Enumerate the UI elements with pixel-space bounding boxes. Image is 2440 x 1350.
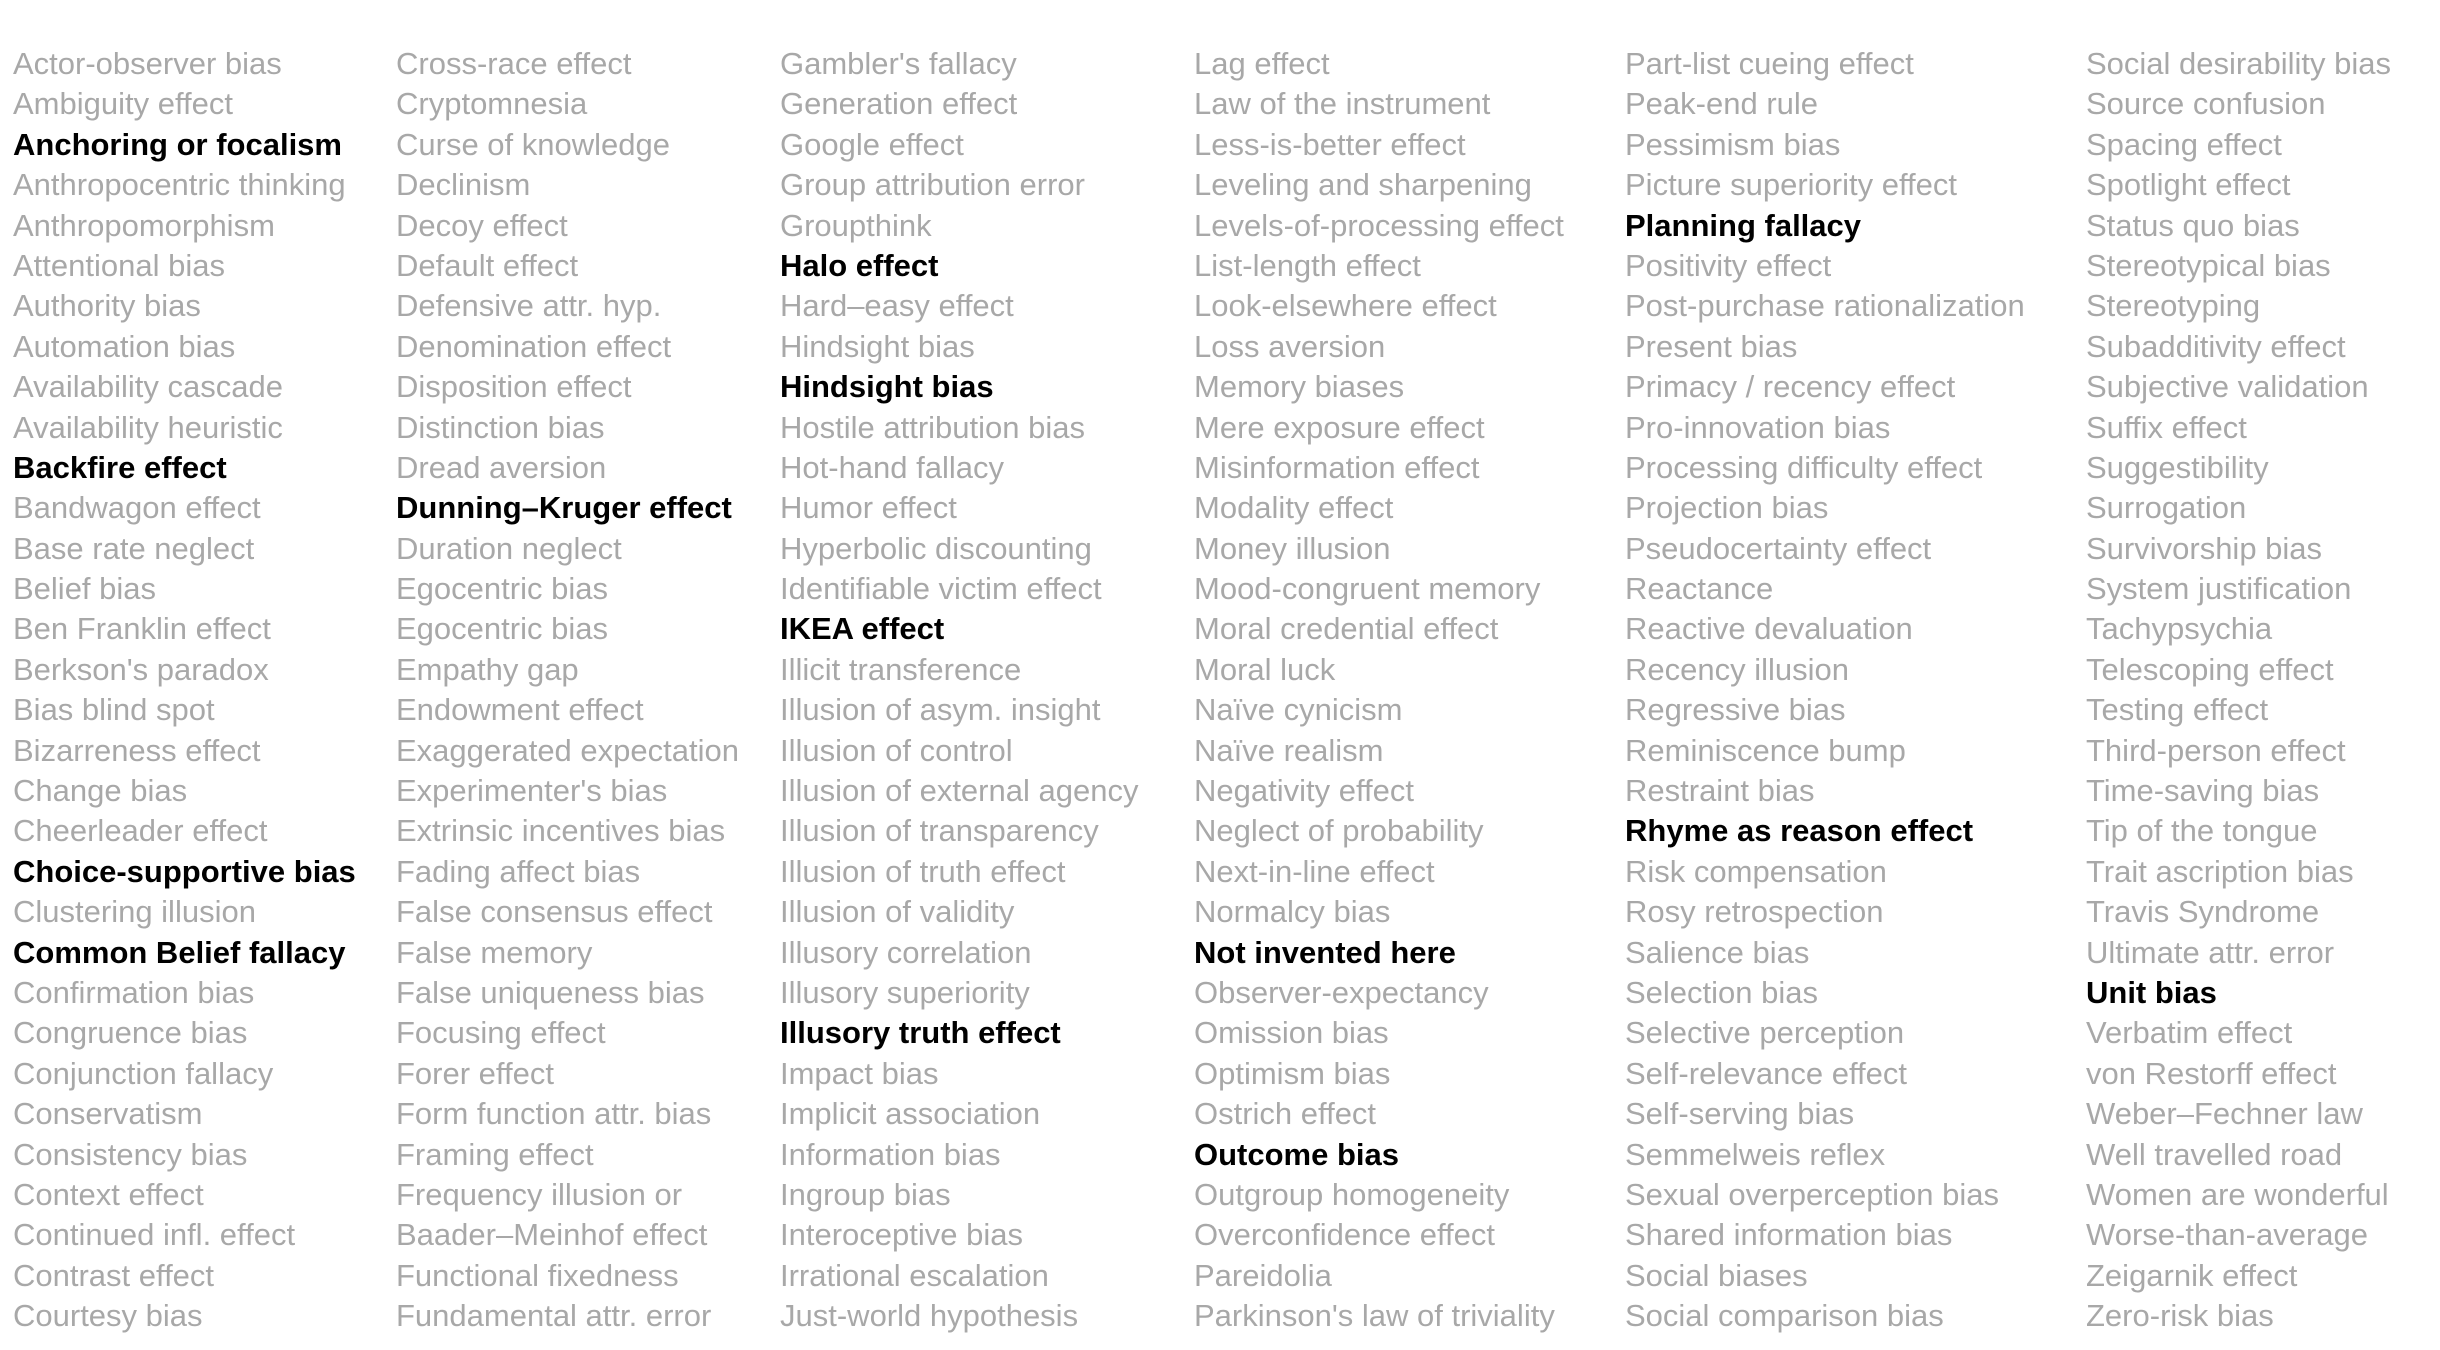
list-item: Ostrich effect bbox=[1194, 1096, 1377, 1132]
list-item: Congruence bias bbox=[13, 1015, 248, 1051]
highlighted-list-item: Illusory truth effect bbox=[780, 1015, 1061, 1051]
list-item: Sexual overperception bias bbox=[1625, 1176, 1999, 1212]
list-item: Continued infl. effect bbox=[13, 1217, 296, 1253]
list-item: Distinction bias bbox=[396, 409, 605, 445]
list-item: Dread aversion bbox=[396, 449, 607, 485]
list-item: Egocentric bias bbox=[396, 571, 608, 607]
highlighted-list-item: Outcome bias bbox=[1194, 1136, 1399, 1172]
bias-column-4 bbox=[1194, 44, 1564, 1337]
list-item: Zeigarnik effect bbox=[2086, 1257, 2298, 1293]
list-item: Duration neglect bbox=[396, 530, 622, 566]
list-item: Availability cascade bbox=[13, 369, 283, 405]
highlighted-list-item: Halo effect bbox=[780, 247, 939, 283]
list-item: Experimenter's bias bbox=[396, 773, 668, 809]
list-item: Google effect bbox=[780, 126, 964, 162]
list-item: Mood-congruent memory bbox=[1194, 571, 1541, 607]
list-item: Neglect of probability bbox=[1194, 813, 1484, 849]
list-item: Empathy gap bbox=[396, 651, 579, 687]
list-item: Interoceptive bias bbox=[780, 1217, 1023, 1253]
list-item: Recency illusion bbox=[1625, 651, 1849, 687]
list-item: Framing effect bbox=[396, 1136, 594, 1172]
list-item: Illusion of truth effect bbox=[780, 853, 1066, 889]
list-item: Defensive attr. hyp. bbox=[396, 288, 662, 324]
list-item: Declinism bbox=[396, 167, 531, 203]
list-item: Forer effect bbox=[396, 1055, 554, 1091]
list-item: Women are wonderful bbox=[2086, 1176, 2389, 1212]
list-item: Automation bias bbox=[13, 328, 236, 364]
list-item: Overconfidence effect bbox=[1194, 1217, 1495, 1253]
list-item: Tip of the tongue bbox=[2086, 813, 2318, 849]
list-item: Stereotyping bbox=[2086, 288, 2261, 324]
list-item: Ambiguity effect bbox=[13, 86, 233, 122]
list-item: Projection bias bbox=[1625, 490, 1829, 526]
list-item: Anthropomorphism bbox=[13, 207, 275, 243]
list-item: Shared information bias bbox=[1625, 1217, 1953, 1253]
list-item: Attentional bias bbox=[13, 247, 225, 283]
list-item: Authority bias bbox=[13, 288, 201, 324]
list-item: Weber–Fechner law bbox=[2086, 1096, 2363, 1132]
list-item: Change bias bbox=[13, 773, 188, 809]
list-item: Normalcy bias bbox=[1194, 894, 1391, 930]
list-item: Humor effect bbox=[780, 490, 957, 526]
list-item: Illusion of external agency bbox=[780, 773, 1139, 809]
list-item: Outgroup homogeneity bbox=[1194, 1176, 1510, 1212]
list-item: Selection bias bbox=[1625, 974, 1819, 1010]
list-item: Extrinsic incentives bias bbox=[396, 813, 726, 849]
list-item: Memory biases bbox=[1194, 369, 1405, 405]
list-item: Context effect bbox=[13, 1176, 204, 1212]
list-item: Primacy / recency effect bbox=[1625, 369, 1956, 405]
list-item: Contrast effect bbox=[13, 1257, 215, 1293]
list-item: Stereotypical bias bbox=[2086, 247, 2331, 283]
list-item: Functional fixedness bbox=[396, 1257, 679, 1293]
list-item: Self-relevance effect bbox=[1625, 1055, 1908, 1091]
list-item: Misinformation effect bbox=[1194, 449, 1480, 485]
list-item: Hindsight bias bbox=[780, 328, 975, 364]
highlighted-list-item: Choice-supportive bias bbox=[13, 853, 356, 889]
list-item: Semmelweis reflex bbox=[1625, 1136, 1886, 1172]
list-item: Decoy effect bbox=[396, 207, 568, 243]
list-item: Social comparison bias bbox=[1625, 1298, 1944, 1334]
list-item: Actor-observer bias bbox=[13, 46, 282, 81]
list-item: Identifiable victim effect bbox=[780, 571, 1102, 607]
list-item: Information bias bbox=[780, 1136, 1001, 1172]
list-item: Ben Franklin effect bbox=[13, 611, 271, 647]
list-item: Testing effect bbox=[2086, 692, 2269, 728]
list-item: Focusing effect bbox=[396, 1015, 606, 1051]
list-item: Rosy retrospection bbox=[1625, 894, 1884, 930]
list-item: Curse of knowledge bbox=[396, 126, 670, 162]
highlighted-list-item: Planning fallacy bbox=[1625, 207, 1862, 243]
list-item: Cheerleader effect bbox=[13, 813, 268, 849]
list-item: Selective perception bbox=[1625, 1015, 1905, 1051]
list-item: Mere exposure effect bbox=[1194, 409, 1485, 445]
highlighted-list-item: Rhyme as reason effect bbox=[1625, 813, 1974, 849]
list-item: Endowment effect bbox=[396, 692, 644, 728]
list-item: Spacing effect bbox=[2086, 126, 2282, 162]
list-item: Subjective validation bbox=[2086, 369, 2369, 405]
list-item: Money illusion bbox=[1194, 530, 1391, 566]
list-item: Leveling and sharpening bbox=[1194, 167, 1532, 203]
list-item: Part-list cueing effect bbox=[1625, 46, 1914, 81]
list-item: Risk compensation bbox=[1625, 853, 1887, 889]
list-item: Observer-expectancy bbox=[1194, 974, 1489, 1010]
bias-column-6 bbox=[2086, 44, 2391, 1337]
list-item: False consensus effect bbox=[396, 894, 713, 930]
list-item: Restraint bias bbox=[1625, 773, 1815, 809]
list-item: Surrogation bbox=[2086, 490, 2247, 526]
list-item: List-length effect bbox=[1194, 247, 1421, 283]
list-item: Look-elsewhere effect bbox=[1194, 288, 1497, 324]
list-item: Gambler's fallacy bbox=[780, 46, 1017, 81]
list-item: Pessimism bias bbox=[1625, 126, 1841, 162]
list-item: Naïve realism bbox=[1194, 732, 1384, 768]
list-item: Survivorship bias bbox=[2086, 530, 2323, 566]
list-item: Well travelled road bbox=[2086, 1136, 2343, 1172]
list-item: Impact bias bbox=[780, 1055, 939, 1091]
list-item: Naïve cynicism bbox=[1194, 692, 1403, 728]
list-item: Exaggerated expectation bbox=[396, 732, 739, 768]
list-item: Berkson's paradox bbox=[13, 651, 269, 687]
list-item: Groupthink bbox=[780, 207, 932, 243]
list-item: Default effect bbox=[396, 247, 579, 283]
list-item: Egocentric bias bbox=[396, 611, 608, 647]
highlighted-list-item: Anchoring or focalism bbox=[13, 126, 342, 162]
list-item: Hot-hand fallacy bbox=[780, 449, 1005, 485]
list-item: Telescoping effect bbox=[2086, 651, 2334, 687]
list-item: Bias blind spot bbox=[13, 692, 215, 728]
list-item: Law of the instrument bbox=[1194, 86, 1491, 122]
highlighted-list-item: Hindsight bias bbox=[780, 369, 994, 405]
list-item: Processing difficulty effect bbox=[1625, 449, 1983, 485]
list-item: Conjunction fallacy bbox=[13, 1055, 274, 1091]
list-item: Parkinson's law of triviality bbox=[1194, 1298, 1555, 1334]
list-item: Denomination effect bbox=[396, 328, 672, 364]
list-item: System justification bbox=[2086, 571, 2352, 607]
list-item: Third-person effect bbox=[2086, 732, 2346, 768]
list-item: Social desirability bias bbox=[2086, 46, 2391, 81]
list-item: Baader–Meinhof effect bbox=[396, 1217, 708, 1253]
list-item: Reminiscence bump bbox=[1625, 732, 1906, 768]
list-item: Ultimate attr. error bbox=[2086, 934, 2335, 970]
highlighted-list-item: Backfire effect bbox=[13, 449, 227, 485]
list-item: Tachypsychia bbox=[2086, 611, 2273, 647]
bias-column-5 bbox=[1625, 44, 2025, 1337]
list-item: Reactive devaluation bbox=[1625, 611, 1913, 647]
list-item: Base rate neglect bbox=[13, 530, 255, 566]
list-item: Post-purchase rationalization bbox=[1625, 288, 2025, 324]
list-item: Illusory superiority bbox=[780, 974, 1030, 1010]
list-item: Hostile attribution bias bbox=[780, 409, 1085, 445]
list-item: Time-saving bias bbox=[2086, 773, 2320, 809]
list-item: Worse-than-average bbox=[2086, 1217, 2369, 1253]
list-item: Courtesy bias bbox=[13, 1298, 203, 1334]
list-item: Reactance bbox=[1625, 571, 1774, 607]
list-item: Omission bias bbox=[1194, 1015, 1389, 1051]
list-item: Illusion of transparency bbox=[780, 813, 1099, 849]
list-item: Status quo bias bbox=[2086, 207, 2300, 243]
list-item: Self-serving bias bbox=[1625, 1096, 1855, 1132]
highlighted-list-item: Not invented here bbox=[1194, 934, 1456, 970]
list-item: Illusion of validity bbox=[780, 894, 1015, 930]
list-item: Illicit transference bbox=[780, 651, 1022, 687]
list-item: Cross-race effect bbox=[396, 46, 632, 81]
list-item: Illusory correlation bbox=[780, 934, 1032, 970]
list-item: Illusion of control bbox=[780, 732, 1013, 768]
list-item: Frequency illusion or bbox=[396, 1176, 683, 1212]
list-item: Clustering illusion bbox=[13, 894, 256, 930]
list-item: False memory bbox=[396, 934, 593, 970]
highlighted-list-item: Unit bias bbox=[2086, 974, 2217, 1010]
list-item: Belief bias bbox=[13, 571, 157, 607]
list-item: Negativity effect bbox=[1194, 773, 1414, 809]
list-item: Fundamental attr. error bbox=[396, 1298, 712, 1334]
highlighted-list-item: Dunning–Kruger effect bbox=[396, 490, 732, 526]
list-item: Picture superiority effect bbox=[1625, 167, 1957, 203]
list-item: Pro-innovation bias bbox=[1625, 409, 1891, 445]
list-item: Social biases bbox=[1625, 1257, 1808, 1293]
list-item: Trait ascription bias bbox=[2086, 853, 2354, 889]
list-item: Present bias bbox=[1625, 328, 1798, 364]
list-item: Regressive bias bbox=[1625, 692, 1846, 728]
list-item: Disposition effect bbox=[396, 369, 632, 405]
list-item: Pareidolia bbox=[1194, 1257, 1332, 1293]
list-item: Illusion of asym. insight bbox=[780, 692, 1101, 728]
list-item: Salience bias bbox=[1625, 934, 1810, 970]
list-item: Just-world hypothesis bbox=[780, 1298, 1079, 1334]
bias-column-2 bbox=[396, 44, 739, 1337]
list-item: Modality effect bbox=[1194, 490, 1394, 526]
list-item: Less-is-better effect bbox=[1194, 126, 1466, 162]
list-item: Anthropocentric thinking bbox=[13, 167, 346, 203]
list-item: Hyperbolic discounting bbox=[780, 530, 1092, 566]
list-item: Source confusion bbox=[2086, 86, 2326, 122]
list-item: von Restorff effect bbox=[2086, 1055, 2337, 1091]
list-item: Cryptomnesia bbox=[396, 86, 588, 122]
list-item: Form function attr. bias bbox=[396, 1096, 712, 1132]
list-item: Suggestibility bbox=[2086, 449, 2269, 485]
bias-column-1 bbox=[13, 44, 356, 1337]
list-item: Travis Syndrome bbox=[2086, 894, 2320, 930]
highlighted-list-item: Common Belief fallacy bbox=[13, 934, 346, 970]
list-item: Moral credential effect bbox=[1194, 611, 1499, 647]
list-item: Confirmation bias bbox=[13, 974, 255, 1010]
list-item: Ingroup bias bbox=[780, 1176, 951, 1212]
list-item: False uniqueness bias bbox=[396, 974, 705, 1010]
list-item: Availability heuristic bbox=[13, 409, 283, 445]
list-item: Moral luck bbox=[1194, 651, 1336, 687]
list-item: Zero-risk bias bbox=[2086, 1298, 2274, 1334]
list-item: Pseudocertainty effect bbox=[1625, 530, 1932, 566]
list-item: Group attribution error bbox=[780, 167, 1085, 203]
highlighted-list-item: IKEA effect bbox=[780, 611, 945, 647]
list-item: Loss aversion bbox=[1194, 328, 1386, 364]
bias-column-3 bbox=[780, 44, 1138, 1337]
list-item: Spotlight effect bbox=[2086, 167, 2291, 203]
list-item: Hard–easy effect bbox=[780, 288, 1014, 324]
list-item: Fading affect bias bbox=[396, 853, 641, 889]
list-item: Suffix effect bbox=[2086, 409, 2247, 445]
list-item: Bizarreness effect bbox=[13, 732, 261, 768]
list-item: Implicit association bbox=[780, 1096, 1041, 1132]
list-item: Levels-of-processing effect bbox=[1194, 207, 1564, 243]
list-item: Consistency bias bbox=[13, 1136, 248, 1172]
list-item: Lag effect bbox=[1194, 46, 1330, 81]
list-item: Generation effect bbox=[780, 86, 1018, 122]
list-item: Verbatim effect bbox=[2086, 1015, 2293, 1051]
list-item: Optimism bias bbox=[1194, 1055, 1391, 1091]
list-item: Conservatism bbox=[13, 1096, 203, 1132]
list-item: Subadditivity effect bbox=[2086, 328, 2346, 364]
list-item: Positivity effect bbox=[1625, 247, 1832, 283]
list-item: Irrational escalation bbox=[780, 1257, 1049, 1293]
list-item: Peak-end rule bbox=[1625, 86, 1819, 122]
list-item: Bandwagon effect bbox=[13, 490, 261, 526]
list-item: Next-in-line effect bbox=[1194, 853, 1435, 889]
